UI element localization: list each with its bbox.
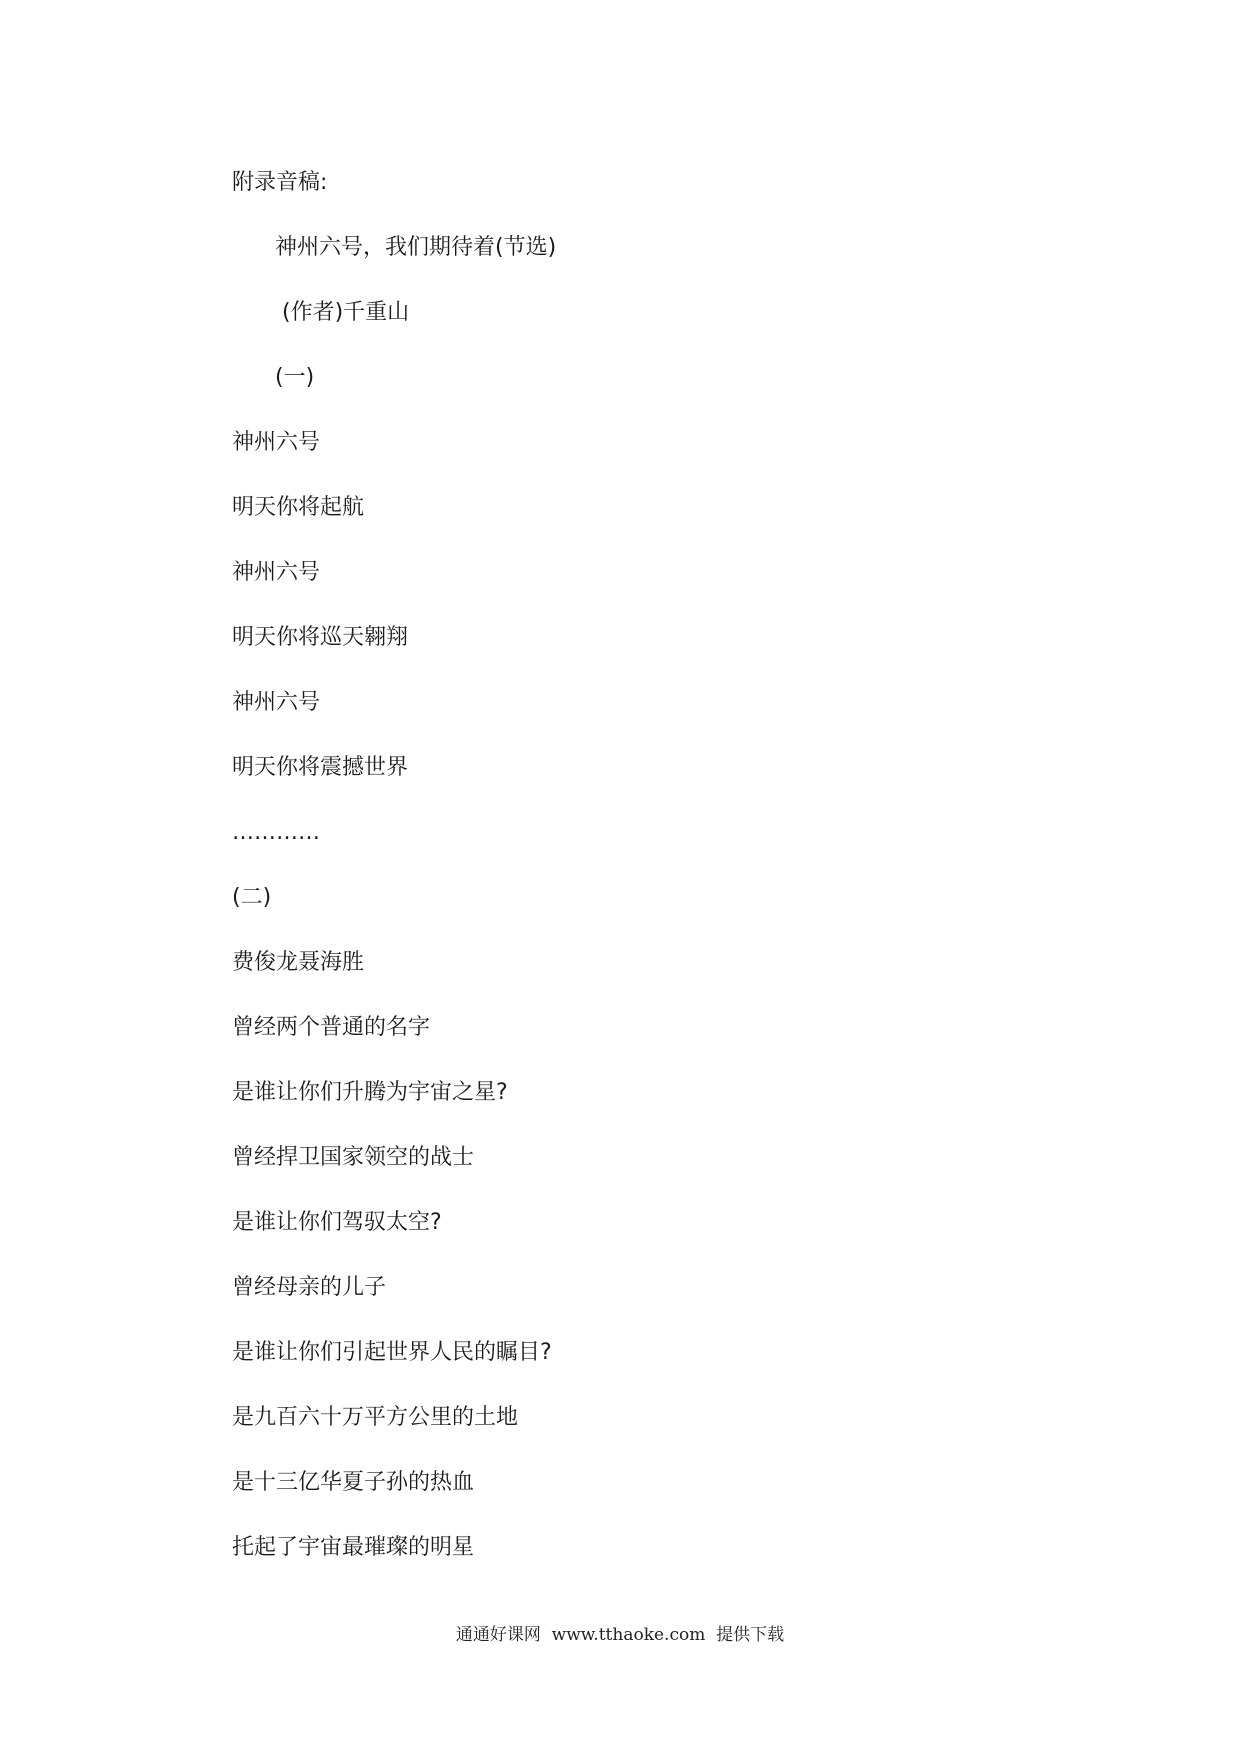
poem-line: 是十三亿华夏子孙的热血	[232, 1470, 475, 1495]
poem-line: 是谁让你们升腾为宇宙之星?	[232, 1080, 508, 1105]
poem-line: 明天你将起航	[232, 495, 365, 520]
section-one-label: (一)	[275, 365, 315, 390]
poem-line: 是谁让你们驾驭太空?	[232, 1210, 442, 1235]
poem-line: 神州六号	[232, 430, 321, 455]
poem-line: 曾经母亲的儿子	[232, 1275, 387, 1300]
poem-line: 托起了宇宙最璀璨的明星	[232, 1535, 475, 1560]
poem-line: 曾经两个普通的名字	[232, 1015, 431, 1040]
poem-line: 费俊龙聂海胜	[232, 950, 365, 975]
page-footer: 通通好课网 www.tthaoke.com 提供下载	[455, 1625, 785, 1645]
poem-line: 明天你将震撼世界	[232, 755, 409, 780]
poem-author: (作者)千重山	[282, 300, 410, 325]
section-two-label: (二)	[232, 885, 272, 910]
poem-line: 神州六号	[232, 560, 321, 585]
ellipsis: …………	[232, 820, 320, 845]
poem-line: 曾经捍卫国家领空的战士	[232, 1145, 475, 1170]
poem-line: 是九百六十万平方公里的土地	[232, 1405, 519, 1430]
poem-line: 是谁让你们引起世界人民的瞩目?	[232, 1340, 552, 1365]
poem-title: 神州六号，我们期待着(节选)	[275, 235, 557, 260]
poem-line: 明天你将巡天翱翔	[232, 625, 409, 650]
appendix-heading: 附录音稿:	[232, 170, 328, 195]
poem-line: 神州六号	[232, 690, 321, 715]
